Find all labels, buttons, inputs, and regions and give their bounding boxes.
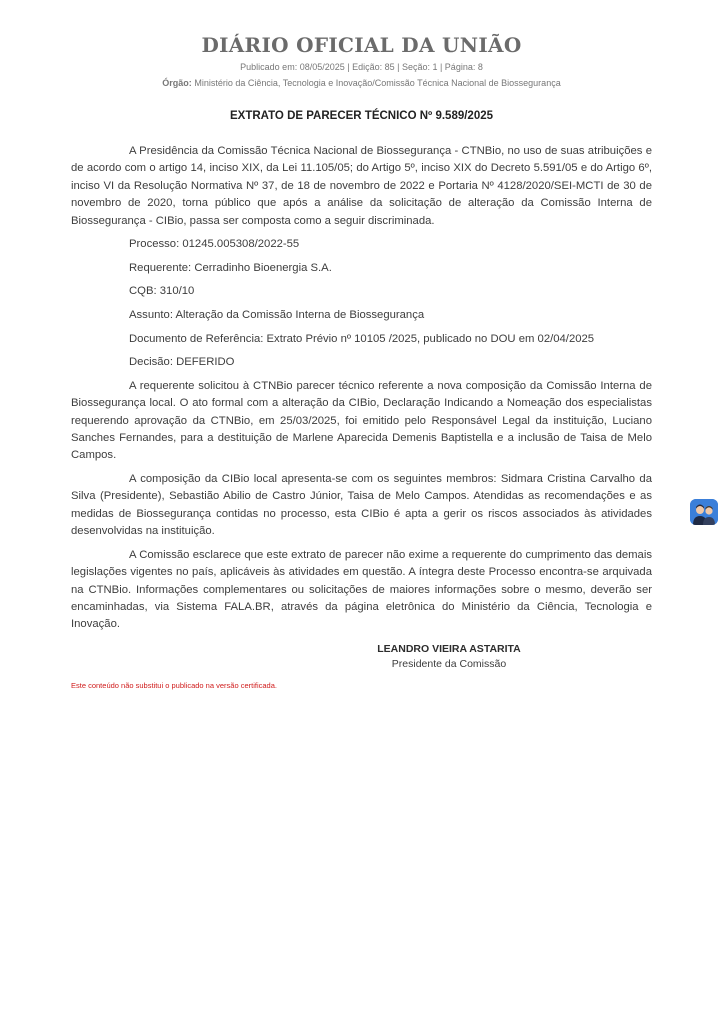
document-body xyxy=(71,143,652,691)
side-widget-button[interactable] xyxy=(690,499,718,525)
people-avatar-icon xyxy=(690,499,718,525)
body-paragraph-esclarecimento: A Comissão esclarece que este extrato de parecer não exime a requerente do cumprimento das demais legislações vigentes no país, aplicáveis às atividades em questão. A íntegra deste Processo encontra-se arquivada na CTNBio. Informações complementares ou solicitações de maiores informações sobre o mesmo, deverão ser encaminhadas, via Sistema FALA.BR, através da página eletrônica do Ministério da Ciência, Tecnologia e Inovação. xyxy=(71,548,652,631)
field-assunto: Assunto: Alteração da Comissão Interna de Biossegurança xyxy=(129,309,425,321)
field-requerente: Requerente: Cerradinho Bioenergia S.A. xyxy=(129,261,332,274)
dou-page xyxy=(71,32,652,691)
body-paragraph-composicao: A composição da CIBio local apresenta-se com os seguintes membros: Sidmara Cristina Carvalho da Silva (Presidente), Sebastião Abilio de Castro Júnior, Taisa de Melo Campos. Atendidas as recomendações e as medidas de Biossegurança contidas no processo, esta CIBio é apta a gerir os riscos associados às atividades desenvolvidas na instituição. xyxy=(71,473,652,538)
signatory-name: LEANDRO VIEIRA ASTARITA xyxy=(377,642,521,655)
field-cqb: CQB: 310/10 xyxy=(129,285,195,298)
field-decisao: Decisão: DEFERIDO xyxy=(129,356,235,369)
body-paragraph-requerente: A requerente solicitou à CTNBio parecer técnico referente a nova composição da Comissão Interna de Biossegurança local. O ato formal com a alteração da CIBio, Declaração Indicando a Nomeação dos especialistas requerendo aprovação da CTNBio, em 25/03/2025, foi emitido pelo Responsável Legal da instituição, Luciano Sanches Fernandes, para a destituição de Marlene Aparecida Demenis Baptistella e a inclusão de Taisa de Melo Campos. xyxy=(71,379,652,462)
document-title: EXTRATO DE PARECER TÉCNICO Nº 9.589/2025 xyxy=(229,110,494,122)
signature-block xyxy=(71,642,652,672)
orgao-value: Ministério da Ciência, Tecnologia e Inovação/Comissão Técnica Nacional de Biossegurança xyxy=(194,78,561,88)
field-processo: Processo: 01245.005308/2022-55 xyxy=(129,238,300,251)
masthead-title: DIÁRIO OFICIAL DA UNIÃO xyxy=(201,33,522,57)
publication-info: Publicado em: 08/05/2025 | Edição: 85 | Seção: 1 | Página: 8 xyxy=(240,62,483,72)
orgao-label: Órgão: xyxy=(162,78,192,88)
orgao-line xyxy=(71,77,652,89)
signatory-role: Presidente da Comissão xyxy=(391,657,507,670)
intro-paragraph: A Presidência da Comissão Técnica Nacional de Biossegurança - CTNBio, no uso de suas atribuições e de acordo com o artigo 14, inciso XIX, da Lei 11.105/05; do Artigo 5º, inciso XIX do Decreto 5.591/05 e do Artigo 6º, inciso VI da Resolução Normativa Nº 37, de 18 de novembro de 2022 e Portaria Nº 4128/2020/SEI-MCTI de 30 de novembro de 2020, torna público que após a análise da solicitação de alteração da Comissão Interna de Biossegurança - CIBio, passa ser composta como a seguir discriminada. xyxy=(71,145,652,227)
certification-disclaimer: Este conteúdo não substitui o publicado na versão certificada. xyxy=(71,680,277,690)
field-documento-referencia: Documento de Referência: Extrato Prévio nº 10105 /2025, publicado no DOU em 02/04/2025 xyxy=(129,332,595,345)
